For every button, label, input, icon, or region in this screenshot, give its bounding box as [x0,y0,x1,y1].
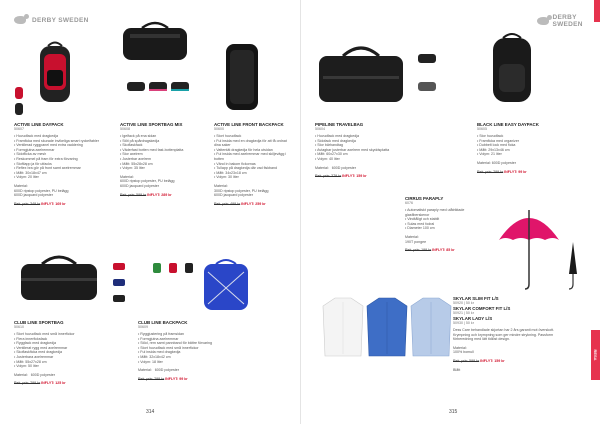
product-code: 50608 [120,127,130,132]
feature-list [138,332,238,364]
feature-list [477,134,577,157]
feature: • Mått: 34x23x18 cm [214,171,294,176]
product-pipeline-travelbag [315,122,415,179]
swatch-image-navy-bag [112,278,126,287]
swatch-image-red-bag [112,262,126,271]
brand-logo-left [14,14,89,26]
material: 190T pongee [405,239,427,244]
material-label: Material: [405,234,419,239]
feature-list [14,332,114,369]
swatch-image-green-pack [152,262,162,274]
product-code-3: 50930 | 50 kr [453,321,474,326]
feature: • Framficka med skurade invikeliga smart ryckelfabler [14,139,102,144]
feature: • Mått: 55x28x28 cm [120,162,204,167]
feature: • Ful insida med en dragkedja för att få ordnat dina saker [214,139,294,148]
product-front-backpack [214,122,294,206]
feature: • Stor axelrem [120,152,204,157]
feature: • Ventilerat rygg med axelremmar [14,346,114,351]
feature-list [214,134,294,180]
product-cirrus-umbrella [405,196,485,253]
price-new: INFLYT: 169 kr [41,201,66,206]
feature: • Igelfack på ena sidan [120,134,204,139]
price [14,381,114,386]
material: 600D jacquard polyester [214,193,253,198]
material: 600D ripstop polyester, PU belägg [120,179,175,184]
material [477,161,577,166]
horse-icon [14,14,30,26]
horse-icon [537,15,550,27]
product-code: 6076 [405,201,413,206]
feature-list [120,134,204,171]
price-new: INFLYT: 125 kr [41,381,66,386]
material-label: Material: [315,165,329,170]
feature: • Justerbar axelrem [120,157,204,162]
feature: • Ryggfack med dragkedja [14,341,114,346]
feature: • Mått: 32x18x42 cm [138,355,238,360]
product-title: SKYLAR SLIM FIT L/S [453,296,499,301]
product-skylar-shirts [453,296,563,372]
material [14,373,114,378]
feature: • Volym: 50 liter [14,364,114,369]
feature: • Stöd, rem samt pannband för bättre förvaring [138,341,238,346]
feature: • Stöt på spårdragskedja [120,139,204,144]
product-image-shirt-light-blue [409,296,453,358]
product-image-active-daypack [36,40,74,106]
feature: • Skoflaskficka med dragkedja [14,350,114,355]
material: 600D ripstop polyester, PU belägg [14,188,69,193]
product-description: Dess Care behandlade skjortan har 2 års garanti mot överskott. Krympning och krympning som ger mindre strykning. Passform förberedning med lätt tidlöst design. [453,328,555,342]
product-code-2: 50921 | 50 kr [453,311,474,316]
material: 100% bomull [453,350,474,355]
product-code: 50609 [138,325,148,330]
price-new: INFLYT: 289 kr [147,192,172,197]
price-old: Rek. pris: 299 kr [14,381,41,386]
brand-name: DERBY SWEDEN [552,14,583,28]
material-label: Material: [214,183,228,188]
price-old: Rek. pris: 499 kr [214,201,241,206]
price-new: INFLYT: 159 kr [480,358,505,363]
product-image-club-backpack [200,258,252,312]
product-title-2: SKYLAR COMFORT FIT L/S [453,306,511,311]
feature: • Stor huvudfack [477,134,577,139]
price-old: Rek. pris: 599 kr [120,192,147,197]
material-label: Material: [453,345,467,350]
feature: • Stort huvudfack med små innerfickor [14,332,114,337]
feature: • Sidoflicka av mesh [14,152,102,157]
feature: • Volym: 40 liter [315,157,415,162]
price [405,248,485,253]
feature: • Stor bärhandtag [315,143,415,148]
swatch-image-black-travelbag [417,52,437,64]
product-title: ACTIVE LINE DAYPACK [14,122,64,127]
price-new: INFLYT: 259 kr [241,201,266,206]
swatch-image-black-bag [126,80,146,92]
feature: • Reskommel på fram för extra förvaring [14,157,102,162]
feature: • Avtagbar justerbar axelrem med skyddsplatta [315,148,415,153]
material-label: Material: [477,160,491,165]
feature: • Volym: 35 liter [120,166,204,171]
product-code: 50610 [14,325,24,330]
product-club-sportbag [14,320,114,386]
feature: • Sidofack med dragkedja [315,139,415,144]
swatch-image-red-pack [168,262,178,274]
material-label: Material: [138,368,152,373]
feature: • Mått: 55x27x28 cm [14,360,114,365]
section-tab [591,330,600,380]
feature: • Dubbelt lock med ficka [477,143,577,148]
feature: • Huvudfack med dragkedja [315,134,415,139]
material: 600D jacquard polyester [120,183,159,188]
feature: • Tullapp på dragkedja där vad fiskband [214,166,294,171]
product-image-pipeline-travelbag [315,40,407,104]
product-image-front-backpack [222,40,262,114]
price-new: INFLYT: 99 kr [504,169,527,174]
price-old: Rek. pris: 299 kr [477,169,504,174]
section-tab-label: RESA [593,349,598,361]
feature: • Volym: 20 liter [14,175,102,180]
feature: • Formgjutna axelremmar [14,148,102,153]
price-old: Rek. pris: 299 kr [138,376,165,381]
product-title-3: SKYLAR LADY L/S [453,316,493,321]
price-old: Rek. pris: 379 kr [315,174,342,179]
feature: • Ventilerad ryggpanel med extra vaddering [14,143,102,148]
feature: • Flera innerficksfack [14,337,114,342]
feature: • Ful insida med axelremmar med skiljevägg i botten [214,152,294,161]
product-title: ACTIVE LINE SPORTBAG MIX [120,122,183,127]
page-number: 314 [146,409,155,415]
product-image-shirt-white [321,296,365,358]
material-label: Material: [14,372,28,377]
feature: • Mått: 60x27x30 cm [315,152,415,157]
feature: • Sulas med fodral [405,222,485,227]
feature: • Ryggjustering på framsidan [138,332,238,337]
swatch-image-black-bag-2 [112,294,126,303]
page-number: 315 [449,409,458,415]
price-old: Rek. pris: 199 kr [405,248,432,253]
product-image-shirt-blue [365,296,409,358]
product-title: BLACK LINE EASY DAYPACK [477,122,539,127]
product-code: 50605 [477,127,487,132]
product-active-daypack [14,122,102,206]
product-title: CLUB LINE SPORTBAG [14,320,64,325]
feature: • Mått: 30x18x47 cm [14,171,102,176]
material: 300D ripstop polyester, PU belägg [214,188,269,193]
feature: • Framficka med organizer [477,139,577,144]
price-new: INFLYT: 159 kr [342,174,367,179]
swatch-image-black-pack [184,262,194,274]
swatch-image-black [14,102,24,116]
product-image-club-sportbag [18,252,100,302]
feature: • Volym: 18 liter [138,360,238,365]
price [477,170,577,175]
feature: • Stort huvudfack [214,134,294,139]
feature: • Stoftlapp ja för utfacks [14,162,102,167]
product-code: 50607 [14,127,24,132]
feature: • Diameter 100 cm [405,226,485,231]
product-code: 50920 | 50 kr [453,301,474,306]
price [120,193,204,198]
price-old: Rek. pris: 349 kr [14,201,41,206]
product-easy-daypack [477,122,577,174]
product-image-easy-daypack [489,30,535,106]
feature-list [315,134,415,162]
product-image-sportbag-mix [120,20,190,62]
product-club-backpack [138,320,238,381]
price [214,202,294,207]
feature: • Justerbara axelremmar [14,355,114,360]
swatch-image-teal-bag [170,80,190,92]
feature: • Väderfast botten med fast-bottenplatta [120,148,204,153]
material-value: 600D polyester [331,165,356,170]
product-sportbag-mix [120,122,204,197]
feature: • Vattentät dragkedja för hela utsidan [214,148,294,153]
product-title: ACTIVE LINE FRONT BACKPACK [214,122,284,127]
feature: • Vindtåligt och stabilt [405,217,485,222]
feature: • Huvudfack med dragkedja [14,134,102,139]
product-title: CLUB LINE BACKPACK [138,320,188,325]
price-new: INFLYT: 85 kr [432,248,455,253]
product-code: 50600 [214,127,224,132]
material: 600D jacquard polyester [14,193,53,198]
price [14,202,102,207]
feature: • Reflex bra gör på front samt axelremmar [14,166,102,171]
material-value: 600D polyester [30,372,55,377]
right-page [300,0,600,424]
price [315,174,415,179]
price [138,377,238,382]
feature: • Volym: 21 liter [477,152,577,157]
product-image-umbrella-black [565,240,581,290]
material [315,166,415,171]
feature-list [405,208,485,231]
brand-name: DERBY SWEDEN [32,16,89,24]
color-note: Blått [453,367,461,372]
material [138,368,238,373]
feature: • Formgjutna axelremmar [138,337,238,342]
price-old: Rek. pris: 599 kr [453,358,480,363]
feature: • Mått: 29x13x46 cm [477,148,577,153]
feature: • Skoflaskfack [120,143,204,148]
feature: • Automatiskt paraply med utåtriktade glasfiberskenor [405,208,485,217]
product-image-umbrella-pink [497,204,561,290]
material-value: 600D polyester [154,368,179,373]
product-title: PIPELINE TRAVELBAG [315,122,364,127]
feature: • Volym: 30 liter [214,175,294,180]
feature: • Vänd in bakom fickornas [214,162,294,167]
feature-list [14,134,102,180]
swatch-image-pink-bag [148,80,168,92]
brand-logo [537,14,600,28]
material-label: Material: [14,183,28,188]
swatch-image-gray-travelbag [417,80,437,92]
feature: • Ful insida med dragkedja [138,350,238,355]
material-label: Material: [120,174,134,179]
product-code: 50604 [315,127,325,132]
price-new: INFLYT: 99 kr [165,376,188,381]
price [453,359,563,364]
swatch-image-red [14,86,24,100]
material-value: 600D polyester [491,160,516,165]
product-title: CIRRUS PARAPLY [405,196,444,201]
feature: • Stort huvudfack med små innerfickor [138,346,238,351]
